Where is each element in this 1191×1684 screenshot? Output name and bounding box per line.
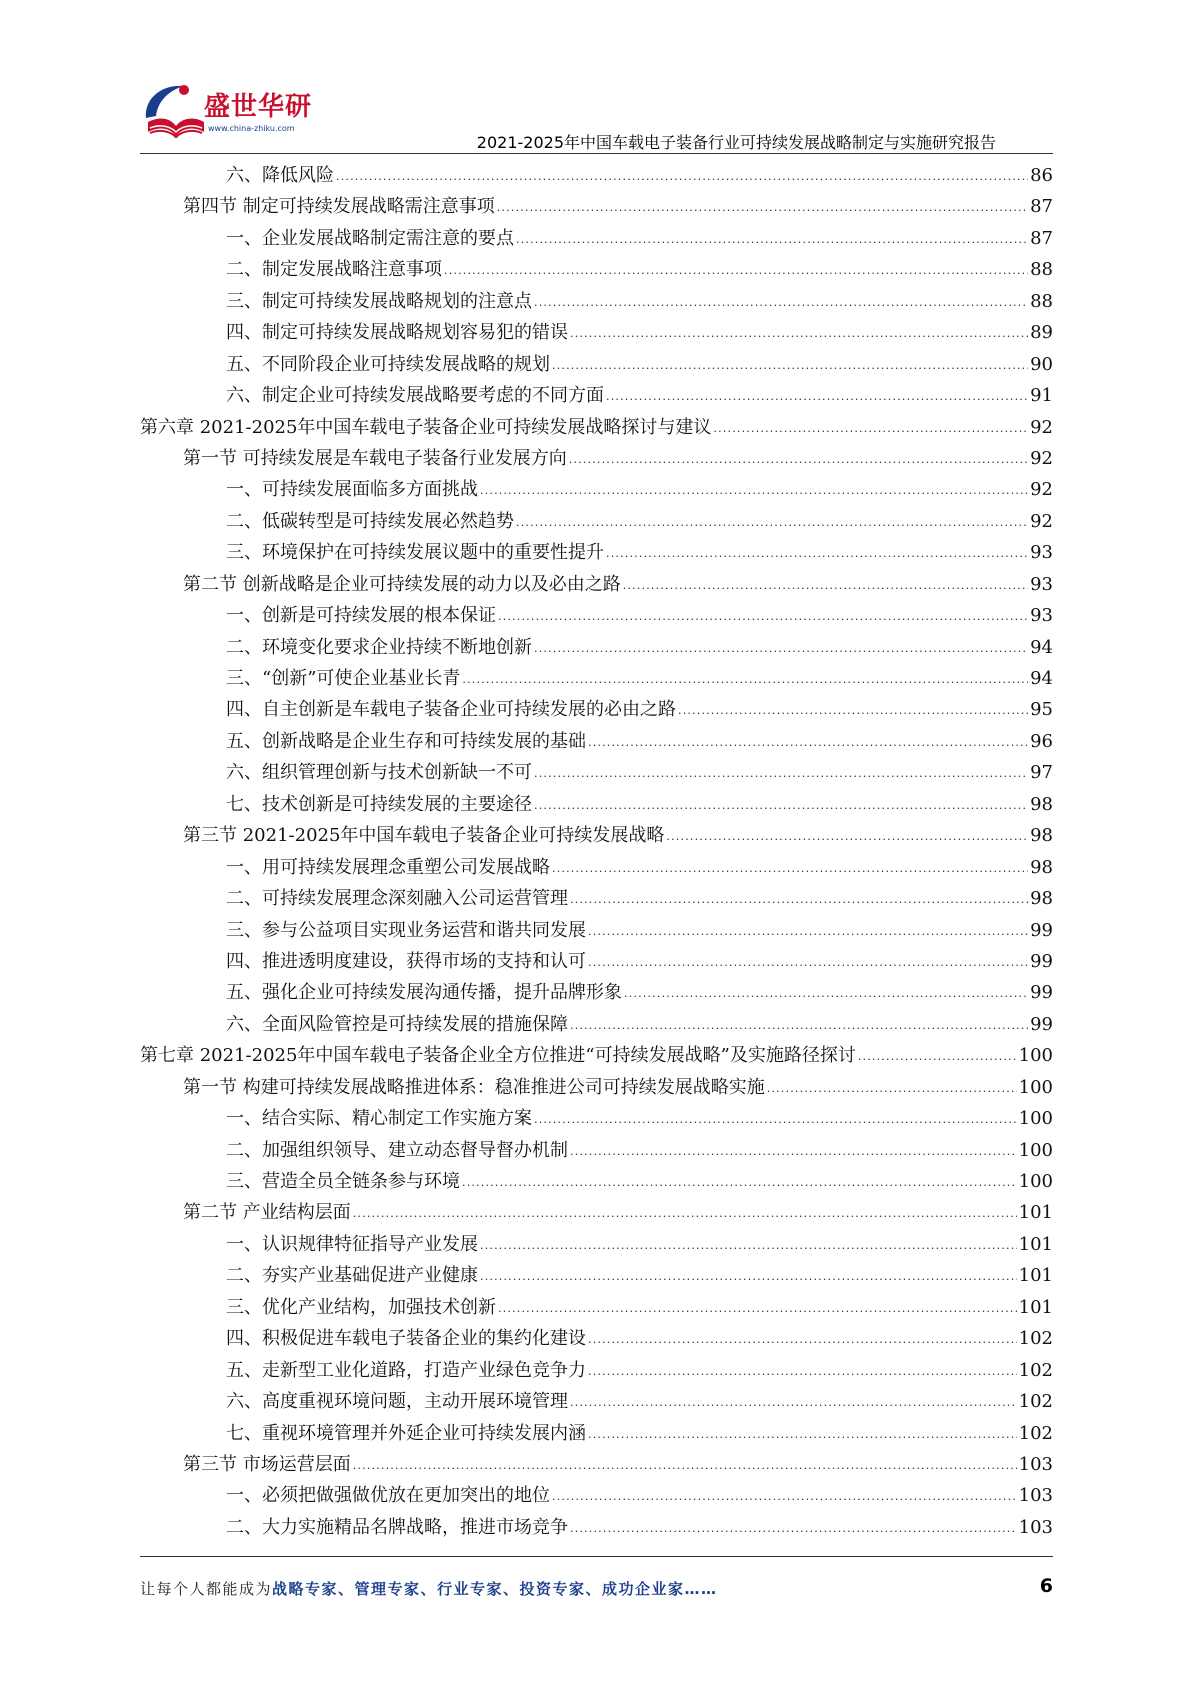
toc-page-number: 98: [1030, 793, 1053, 815]
toc-entry-title: 四、自主创新是车载电子装备企业可持续发展的必由之路: [226, 699, 676, 721]
toc-subsection-entry[interactable]: [140, 537, 1053, 568]
toc-entry-title: 第七章 2021-2025年中国车载电子装备企业全方位推进“可持续发展战略”及实施路径探讨: [140, 1045, 856, 1067]
toc-dot-leader: [588, 1356, 1017, 1387]
toc-dot-leader: [516, 224, 1028, 255]
slogan-prefix: 让每个人都能成为: [140, 1580, 273, 1598]
toc-page-number: 99: [1030, 1013, 1053, 1035]
toc-page-number: 92: [1030, 447, 1053, 469]
toc-entry-title: 二、加强组织领导、建立动态督导督办机制: [226, 1139, 568, 1161]
toc-subsection-entry[interactable]: [140, 694, 1053, 725]
toc-dot-leader: [678, 695, 1028, 726]
books-swoosh-logo-icon: [140, 78, 210, 144]
toc-page-number: 92: [1030, 510, 1053, 532]
toc-section-entry[interactable]: [140, 191, 1053, 222]
toc-page-number: 103: [1018, 1516, 1053, 1538]
toc-page-number: 87: [1030, 227, 1053, 249]
toc-page-number: 99: [1030, 919, 1053, 941]
toc-dot-leader: [588, 1419, 1017, 1450]
toc-dot-leader: [480, 475, 1028, 506]
toc-subsection-entry[interactable]: [140, 1229, 1053, 1260]
toc-entry-title: 六、组织管理创新与技术创新缺一不可: [226, 762, 532, 784]
toc-entry-title: 一、结合实际、精心制定工作实施方案: [226, 1108, 532, 1130]
toc-dot-leader: [534, 287, 1028, 318]
toc-page-number: 101: [1018, 1265, 1053, 1287]
toc-subsection-entry[interactable]: [140, 349, 1053, 380]
toc-subsection-entry[interactable]: [140, 1166, 1053, 1197]
toc-dot-leader: [623, 570, 1028, 601]
table-of-contents: [140, 160, 1053, 1543]
toc-entry-title: 六、降低风险: [226, 165, 334, 186]
toc-entry-title: 五、不同阶段企业可持续发展战略的规划: [226, 353, 550, 375]
toc-page-number: 100: [1018, 1171, 1053, 1192]
toc-page-number: 102: [1018, 1328, 1053, 1350]
toc-dot-leader: [444, 255, 1028, 286]
toc-section-entry[interactable]: [140, 1197, 1053, 1228]
slogan-suffix: ……: [684, 1580, 718, 1598]
toc-subsection-entry[interactable]: [140, 380, 1053, 411]
toc-dot-leader: [606, 538, 1028, 569]
toc-dot-leader: [606, 381, 1028, 412]
toc-dot-leader: [588, 727, 1028, 758]
toc-dot-leader: [462, 664, 1028, 695]
toc-subsection-entry[interactable]: [140, 1292, 1053, 1323]
toc-entry-title: 三、参与公益项目实现业务运营和谐共同发展: [226, 919, 586, 941]
toc-page-number: 95: [1030, 699, 1053, 721]
toc-dot-leader: [534, 790, 1028, 821]
toc-entry-title: 第三节 市场运营层面: [183, 1453, 351, 1475]
toc-dot-leader: [498, 1293, 1017, 1324]
toc-entry-title: 二、低碳转型是可持续发展必然趋势: [226, 510, 514, 532]
toc-page-number: 103: [1018, 1453, 1053, 1475]
toc-page-number: 102: [1018, 1359, 1053, 1381]
toc-entry-title: 五、强化企业可持续发展沟通传播，提升品牌形象: [226, 982, 622, 1004]
toc-page-number: 100: [1018, 1139, 1053, 1161]
toc-page-number: 90: [1030, 353, 1053, 375]
toc-entry-title: 四、制定可持续发展战略规划容易犯的错误: [226, 322, 568, 344]
toc-page-number: 99: [1030, 982, 1053, 1004]
toc-page-number: 102: [1018, 1422, 1053, 1444]
toc-section-entry[interactable]: [140, 1449, 1053, 1480]
toc-entry-title: 二、大力实施精品名牌战略，推进市场竞争: [226, 1516, 568, 1538]
toc-dot-leader: [552, 853, 1028, 884]
toc-subsection-entry[interactable]: [140, 915, 1053, 946]
toc-entry-title: 一、企业发展战略制定需注意的要点: [226, 227, 514, 249]
footer-divider: [140, 1556, 1053, 1557]
toc-entry-title: 三、优化产业结构，加强技术创新: [226, 1296, 496, 1318]
company-logo: [140, 78, 313, 148]
toc-dot-leader: [462, 1167, 1017, 1198]
toc-dot-leader: [767, 1073, 1017, 1104]
toc-entry-title: 三、营造全员全链条参与环境: [226, 1171, 460, 1192]
toc-page-number: 98: [1030, 856, 1053, 878]
toc-entry-title: 六、高度重视环境问题，主动开展环境管理: [226, 1391, 568, 1413]
toc-entry-title: 六、全面风险管控是可持续发展的措施保障: [226, 1013, 568, 1035]
slogan-emphasis: 战略专家、管理专家、行业专家、投资专家、成功企业家: [272, 1580, 685, 1598]
toc-dot-leader: [552, 350, 1028, 381]
toc-page-number: 97: [1030, 762, 1053, 784]
toc-subsection-entry[interactable]: [140, 1418, 1053, 1449]
toc-page-number: 100: [1018, 1108, 1053, 1130]
toc-dot-leader: [588, 947, 1028, 978]
toc-subsection-entry[interactable]: [140, 852, 1053, 883]
toc-page-number: 92: [1030, 416, 1053, 438]
toc-page-number: 96: [1030, 730, 1053, 752]
toc-entry-title: 二、环境变化要求企业持续不断地创新: [226, 636, 532, 658]
toc-dot-leader: [624, 978, 1028, 1009]
toc-subsection-entry[interactable]: [140, 1135, 1053, 1166]
toc-dot-leader: [552, 1481, 1017, 1512]
toc-subsection-entry[interactable]: [140, 1260, 1053, 1291]
toc-subsection-entry[interactable]: [140, 1009, 1053, 1040]
toc-dot-leader: [570, 884, 1028, 915]
toc-entry-title: 四、推进透明度建设，获得市场的支持和认可: [226, 950, 586, 972]
toc-page-number: 94: [1030, 668, 1053, 689]
toc-entry-title: 第一节 可持续发展是车载电子装备行业发展方向: [183, 447, 567, 469]
toc-subsection-entry[interactable]: [140, 223, 1053, 254]
toc-subsection-entry[interactable]: [140, 977, 1053, 1008]
toc-page-number: 100: [1018, 1045, 1053, 1067]
header-divider: [140, 153, 1053, 154]
toc-dot-leader: [588, 916, 1028, 947]
toc-subsection-entry[interactable]: [140, 1480, 1053, 1511]
toc-dot-leader: [534, 758, 1028, 789]
toc-dot-leader: [713, 413, 1028, 444]
toc-subsection-entry[interactable]: [140, 632, 1053, 663]
toc-page-number: 93: [1030, 573, 1053, 595]
toc-page-number: 94: [1030, 636, 1053, 658]
toc-subsection-entry[interactable]: [140, 1512, 1053, 1543]
toc-subsection-entry[interactable]: [140, 506, 1053, 537]
toc-dot-leader: [353, 1450, 1017, 1481]
toc-entry-title: 第二节 产业结构层面: [183, 1202, 351, 1224]
toc-dot-leader: [570, 1136, 1017, 1167]
toc-dot-leader: [336, 161, 1028, 192]
toc-page-number: 87: [1030, 196, 1053, 218]
toc-chapter-entry[interactable]: [140, 1040, 1053, 1071]
toc-entry-title: 一、必须把做强做优放在更加突出的地位: [226, 1485, 550, 1507]
toc-dot-leader: [534, 1104, 1017, 1135]
toc-section-entry[interactable]: [140, 820, 1053, 851]
toc-page-number: 93: [1030, 542, 1053, 564]
toc-dot-leader: [570, 1513, 1017, 1544]
toc-entry-title: 五、创新战略是企业生存和可持续发展的基础: [226, 730, 586, 752]
toc-page-number: 100: [1018, 1076, 1053, 1098]
toc-entry-title: 六、制定企业可持续发展战略要考虑的不同方面: [226, 385, 604, 407]
toc-subsection-entry[interactable]: [140, 789, 1053, 820]
toc-page-number: 99: [1030, 950, 1053, 972]
toc-subsection-entry[interactable]: [140, 317, 1053, 348]
toc-dot-leader: [588, 1324, 1017, 1355]
toc-subsection-entry[interactable]: [140, 726, 1053, 757]
toc-chapter-entry[interactable]: [140, 412, 1053, 443]
toc-subsection-entry[interactable]: [140, 1355, 1053, 1386]
toc-entry-title: 一、可持续发展面临多方面挑战: [226, 479, 478, 501]
toc-page-number: 98: [1030, 888, 1053, 910]
toc-subsection-entry[interactable]: [140, 883, 1053, 914]
toc-dot-leader: [666, 821, 1028, 852]
footer-slogan: [140, 1578, 718, 1599]
toc-page-number: 92: [1030, 479, 1053, 501]
toc-dot-leader: [516, 507, 1028, 538]
toc-entry-title: 七、技术创新是可持续发展的主要途径: [226, 793, 532, 815]
toc-dot-leader: [570, 1387, 1017, 1418]
toc-entry-title: 二、制定发展战略注意事项: [226, 259, 442, 281]
toc-entry-title: 一、认识规律特征指导产业发展: [226, 1233, 478, 1255]
page-header: [0, 0, 1191, 150]
toc-entry-title: 二、夯实产业基础促进产业健康: [226, 1265, 478, 1287]
toc-dot-leader: [570, 318, 1028, 349]
toc-subsection-entry[interactable]: [140, 663, 1053, 694]
toc-subsection-entry[interactable]: [140, 254, 1053, 285]
toc-entry-title: 四、积极促进车载电子装备企业的集约化建设: [226, 1328, 586, 1350]
toc-dot-leader: [570, 1010, 1028, 1041]
toc-dot-leader: [497, 192, 1028, 223]
toc-entry-title: 一、用可持续发展理念重塑公司发展战略: [226, 856, 550, 878]
toc-dot-leader: [498, 601, 1028, 632]
toc-page-number: 89: [1030, 322, 1053, 344]
toc-section-entry[interactable]: [140, 443, 1053, 474]
toc-dot-leader: [858, 1041, 1017, 1072]
logo-url: www.china-zhiku.com: [208, 124, 295, 133]
toc-entry-title: 第六章 2021-2025年中国车载电子装备企业可持续发展战略探讨与建议: [140, 416, 712, 438]
toc-entry-title: 七、重视环境管理并外延企业可持续发展内涵: [226, 1422, 586, 1444]
report-title: 2021-2025年中国车载电子装备行业可持续发展战略制定与实施研究报告: [476, 133, 996, 152]
toc-subsection-entry[interactable]: [140, 474, 1053, 505]
toc-entry-title: 第一节 构建可持续发展战略推进体系：稳准推进公司可持续发展战略实施: [183, 1076, 765, 1098]
toc-page-number: 93: [1030, 605, 1053, 627]
toc-subsection-entry[interactable]: [140, 600, 1053, 631]
toc-subsection-entry[interactable]: [140, 757, 1053, 788]
toc-page-number: 101: [1018, 1202, 1053, 1224]
toc-page-number: 103: [1018, 1485, 1053, 1507]
toc-entry-title: 五、走新型工业化道路，打造产业绿色竞争力: [226, 1359, 586, 1381]
toc-entry-title: 一、创新是可持续发展的根本保证: [226, 605, 496, 627]
toc-entry-title: 第四节 制定可持续发展战略需注意事项: [183, 196, 495, 218]
toc-page-number: 101: [1018, 1296, 1053, 1318]
toc-dot-leader: [480, 1261, 1017, 1292]
toc-subsection-entry[interactable]: [140, 1386, 1053, 1417]
toc-page-number: 88: [1030, 290, 1053, 312]
toc-dot-leader: [569, 444, 1028, 475]
toc-subsection-entry[interactable]: [140, 946, 1053, 977]
toc-dot-leader: [353, 1198, 1017, 1229]
toc-entry-title: 三、制定可持续发展战略规划的注意点: [226, 290, 532, 312]
toc-dot-leader: [480, 1230, 1017, 1261]
toc-entry-title: 二、可持续发展理念深刻融入公司运营管理: [226, 888, 568, 910]
toc-page-number: 102: [1018, 1391, 1053, 1413]
toc-section-entry[interactable]: [140, 569, 1053, 600]
toc-subsection-entry[interactable]: [140, 160, 1053, 191]
toc-page-number: 86: [1030, 165, 1053, 186]
toc-section-entry[interactable]: [140, 1072, 1053, 1103]
toc-entry-title: 三、“创新”可使企业基业长青: [226, 668, 461, 689]
toc-subsection-entry[interactable]: [140, 286, 1053, 317]
toc-subsection-entry[interactable]: [140, 1103, 1053, 1134]
toc-subsection-entry[interactable]: [140, 1323, 1053, 1354]
logo-name: 盛世华研: [204, 92, 313, 122]
toc-entry-title: 第二节 创新战略是企业可持续发展的动力以及必由之路: [183, 573, 621, 595]
toc-page-number: 101: [1018, 1233, 1053, 1255]
toc-page-number: 98: [1030, 825, 1053, 847]
toc-entry-title: 三、环境保护在可持续发展议题中的重要性提升: [226, 542, 604, 564]
toc-page-number: 91: [1030, 385, 1053, 407]
toc-page-number: 88: [1030, 259, 1053, 281]
toc-entry-title: 第三节 2021-2025年中国车载电子装备企业可持续发展战略: [183, 825, 665, 847]
toc-dot-leader: [534, 633, 1028, 664]
page-number: 6: [1039, 1575, 1053, 1597]
